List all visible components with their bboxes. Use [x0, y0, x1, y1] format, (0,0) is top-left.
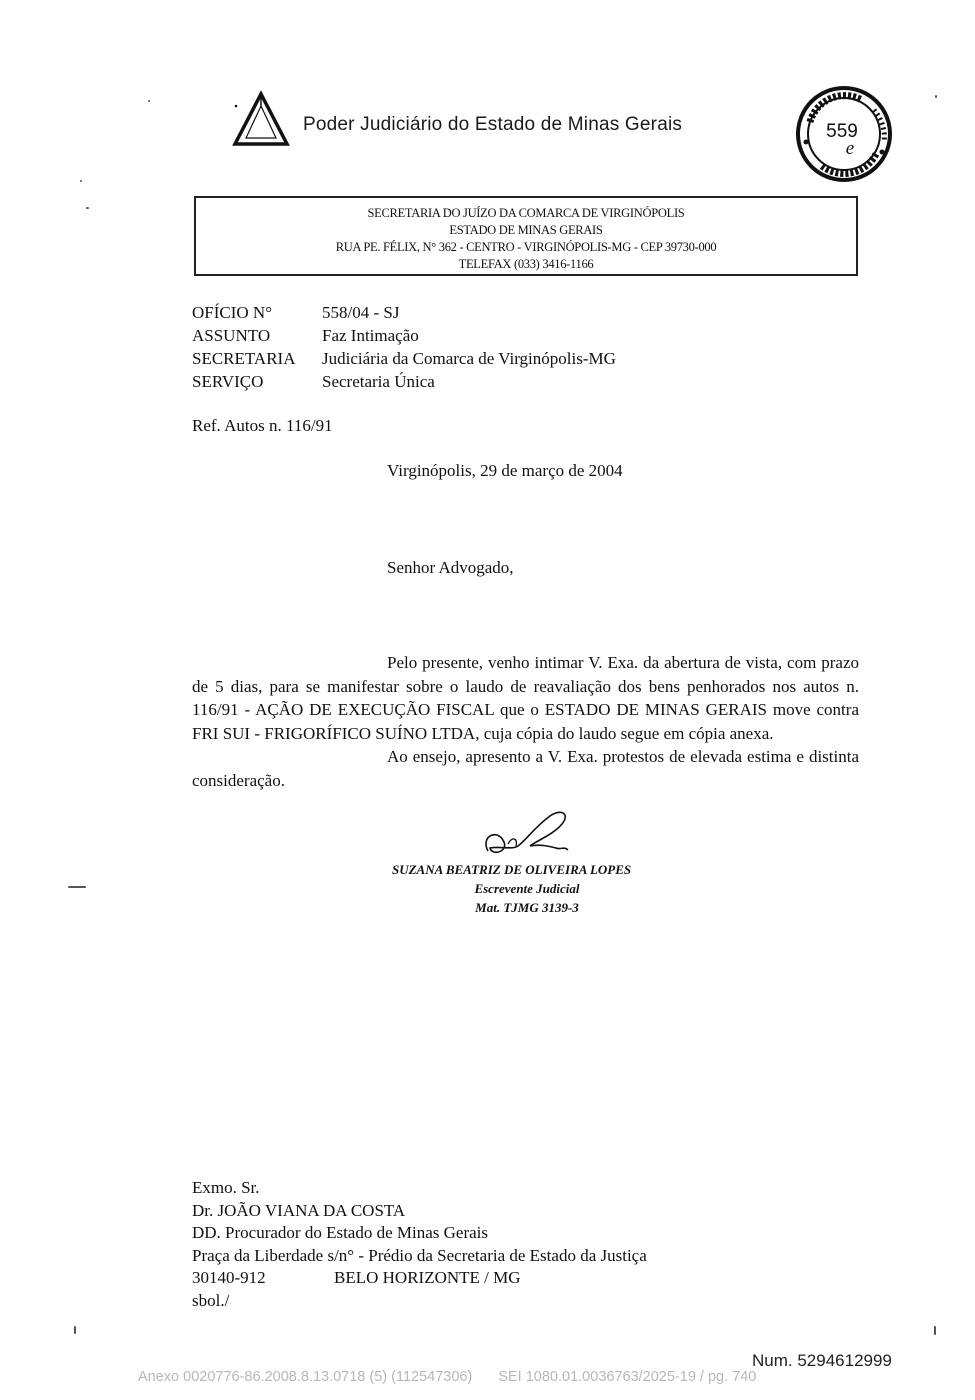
header-line-2: ESTADO DE MINAS GERAIS [449, 223, 603, 237]
header-line-1: SECRETARIA DO JUÍZO DA COMARCA DE VIRGINÓPOLIS [367, 206, 685, 220]
typist-initials: sbol./ [192, 1290, 230, 1310]
meta-value: Judiciária da Comarca de Virginópolis-MG [322, 349, 616, 368]
recipient-block [192, 1177, 647, 1312]
judiciary-logo-icon [232, 90, 290, 148]
meta-row-secretaria [192, 347, 616, 370]
seal-letter: e [845, 138, 855, 159]
letter-body [192, 651, 859, 792]
protocol-seal-stamp [792, 82, 896, 186]
scan-speck [148, 100, 150, 102]
meta-row-servico [192, 370, 616, 393]
header-line-4: TELEFAX (033) 3416-1166 [458, 257, 594, 271]
annex-id: Anexo 0020776-86.2008.8.13.0718 (5) (112547306) [138, 1369, 473, 1385]
meta-label: OFÍCIO N° [192, 303, 272, 322]
meta-row-assunto [192, 324, 616, 347]
meta-value: Faz Intimação [322, 326, 419, 345]
signer-name: SUZANA BEATRIZ DE OLIVEIRA LOPES [392, 862, 632, 877]
scan-speck [934, 1326, 936, 1335]
document-number: Num. 5294612999 [752, 1351, 892, 1370]
scan-speck [74, 1326, 76, 1334]
scan-speck [86, 207, 89, 209]
scan-speck [80, 180, 82, 182]
body-paragraph-2: Ao ensejo, apresento a V. Exa. protestos de elevada estima e distinta consideração. [192, 747, 859, 790]
meta-label: SERVIÇO [192, 372, 264, 391]
meta-row-oficio [192, 301, 616, 324]
signature-block [392, 860, 662, 917]
scan-speck [935, 95, 937, 98]
recipient-cep: 30140-912 [192, 1268, 266, 1287]
recipient-cep-city [192, 1267, 647, 1290]
recipient-greeting: Exmo. Sr. [192, 1178, 260, 1197]
office-metadata [192, 301, 616, 393]
meta-value: 558/04 - SJ [322, 303, 400, 322]
recipient-address: Praça da Liberdade s/n° - Prédio da Secretaria de Estado da Justiça [192, 1245, 647, 1265]
handwritten-signature [478, 806, 578, 864]
signer-registration: Mat. TJMG 3139-3 [475, 900, 579, 915]
recipient-position: DD. Procurador do Estado de Minas Gerais [192, 1223, 489, 1242]
annex-footer [138, 1369, 756, 1385]
seal-number: 559 [826, 121, 858, 142]
secretariat-header-box [194, 196, 858, 276]
recipient-city: BELO HORIZONTE / MG [334, 1268, 521, 1287]
salutation: Senhor Advogado, [387, 558, 514, 577]
meta-value: Secretaria Única [322, 372, 435, 391]
header-line-3: RUA PE. FÉLIX, N° 362 - CENTRO - VIRGINÓPOLIS-MG - CEP 39730-000 [335, 240, 717, 254]
body-paragraph-1: Pelo presente, venho intimar V. Exa. da abertura de vista, com prazo de 5 dias, para se manifestar sobre o laudo de reavaliação dos bens penhorados nos autos n. 116/91 - AÇÃO DE EXECUÇÃO FISCAL que o ESTADO DE MINAS GERAIS move contra FRI SUI - FRIGORÍFICO SUÍNO LTDA, cuja cópia do laudo segue em cópia anexa. [192, 653, 859, 743]
recipient-name: Dr. JOÃO VIANA DA COSTA [192, 1200, 406, 1220]
scan-speck [68, 886, 86, 888]
case-reference: Ref. Autos n. 116/91 [192, 416, 333, 435]
meta-label: SECRETARIA [192, 349, 296, 368]
signer-title: Escrevente Judicial [474, 881, 580, 896]
organization-name: Poder Judiciário do Estado de Minas Gerais [303, 114, 683, 135]
date-line: Virginópolis, 29 de março de 2004 [387, 461, 623, 480]
meta-label: ASSUNTO [192, 326, 271, 345]
sei-reference: SEI 1080.01.0036763/2025-19 / pg. 740 [498, 1369, 757, 1385]
